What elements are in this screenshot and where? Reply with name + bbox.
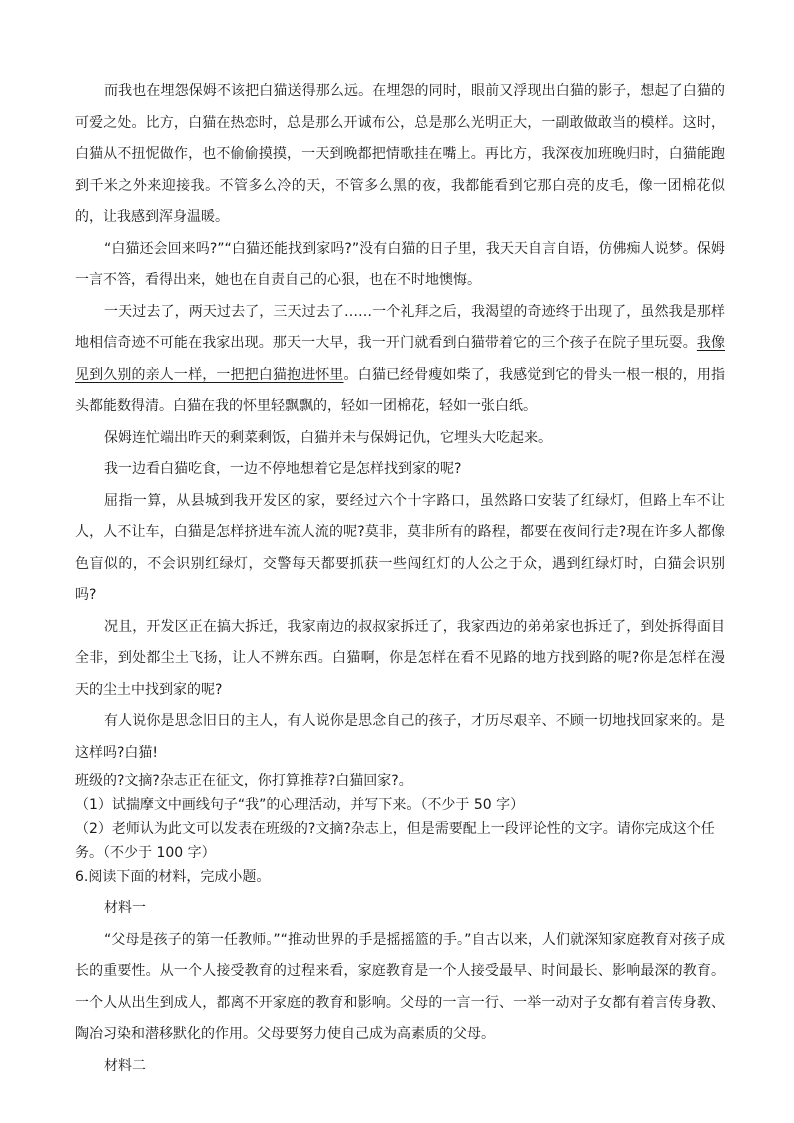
story-paragraph-2: “白猫还会回来吗?”“白猫还能找到家吗?”没有白猫的日子里，我天天自言自语，仿佛痴人说梦。保姆一言不答，看得出来，她也在自责自己的心狠，也在不时地懊悔。 xyxy=(75,240,725,288)
question-intro: 班级的?文摘?杂志正在征文，你打算推荐?白猫回家?。 xyxy=(75,773,413,789)
underlined-sentence: 我像见到久别的亲人一样，一把把白猫抱进怀里 xyxy=(75,335,726,383)
question-2: （2）老师认为此文可以发表在班级的?文摘?杂志上，但是需要配上一段评论性的文字。请你完成这个任务。（不少于 100 字） xyxy=(75,821,715,861)
story-paragraph-3 xyxy=(75,297,725,423)
story-paragraph-7: 况且，开发区正在搞大拆迁，我家南边的叔叔家拆迁了，我家西边的弟弟家也拆迁了，到处拆得面目全非，到处都尘土飞扬，让人不辨东西。白猫啊，你是怎样在看不见路的地方找到路的呢?你是怎样在漫天的尘土中找到家的呢? xyxy=(75,618,725,698)
question-1: （1）试揣摩文中画线句子“我”的心理活动，并写下来。（不少于 50 字） xyxy=(75,797,525,813)
story-paragraph-3-start: 一天过去了，两天过去了，三天过去了……一个礼拜之后，我渴望的奇迹终于出现了，虽然我是那样地相信奇迹不可能在我家出现。那天一大早，我一开门就看到白猫带着它的三个孩子在院子里玩耍。 xyxy=(75,303,725,351)
document-page xyxy=(75,76,725,1082)
material-2-title: 材料二 xyxy=(104,1057,146,1074)
story-paragraph-4: 保姆连忙端出昨天的剩菜剩饭，白猫并未与保姆记仇，它埋头大吃起来。 xyxy=(104,429,552,446)
story-paragraph-6: 屈指一算，从县城到我开发区的家，要经过六个十字路口，虽然路口安装了红绿灯，但路上车不让人，人不让车，白猫是怎样挤进车流人流的呢?莫非，莫非所有的路程，都要在夜间行走?現在许多人都像色盲似的，不会识别红绿灯，交警每天都要抓获一些闯红灯的人公之于众，遇到红绿灯时，白猫会识别吗? xyxy=(75,492,725,603)
story-paragraph-3-end: 。白猫已经骨瘦如柴了，我感觉到它的骨头一根一根的，用指头都能数得清。白猫在我的怀里轻飘飘的，轻如一团棉花，轻如一张白纸。 xyxy=(75,366,726,414)
section-6-heading: 6.阅读下面的材料，完成小题。 xyxy=(75,869,271,885)
story-paragraph-8: 有人说你是思念旧日的主人，有人说你是思念自己的孩子，才历尽艰辛、不顾一切地找回家来的。是这样吗?白猫! xyxy=(75,713,725,761)
story-paragraph-5: 我一边看白猫吃食，一边不停地想着它是怎样找到家的呢? xyxy=(104,461,462,477)
material-1-text: “父母是孩子的第一任教师。”“推动世界的手是摇摇篮的手。”自古以来，人们就深知家庭教育对孩子成长的重要性。从一个人接受教育的过程来看，家庭教育是一个人接受最早、时间最长、影响最深的教育。一个人从出生到成人，都离不开家庭的教育和影响。父母的一言一行、一举一动对子女都有着言传身教、陶冶习染和潜移默化的作用。父母要努力使自己成为高素质的父母。 xyxy=(75,931,725,1042)
material-1-title: 材料一 xyxy=(104,900,146,916)
story-paragraph-1: 而我也在埋怨保姆不该把白猫送得那么远。在埋怨的同时，眼前又浮现出白猫的影子，想起了白猫的可爱之处。比方，白猫在热恋时，总是那么开诚布公，总是那么光明正大，一副敢做敢当的模样。这时，白猫从不扭怩做作，也不偷偷摸摸，一天到晚都把情歌挂在嘴上。再比方，我深夜加班晚归时，白猫能跑到千米之外来迎接我。不管多么冷的天，不管多么黑的夜，我都能看到它那白亮的皮毛，像一团棉花似的，让我感到浑身温暖。 xyxy=(75,83,725,225)
